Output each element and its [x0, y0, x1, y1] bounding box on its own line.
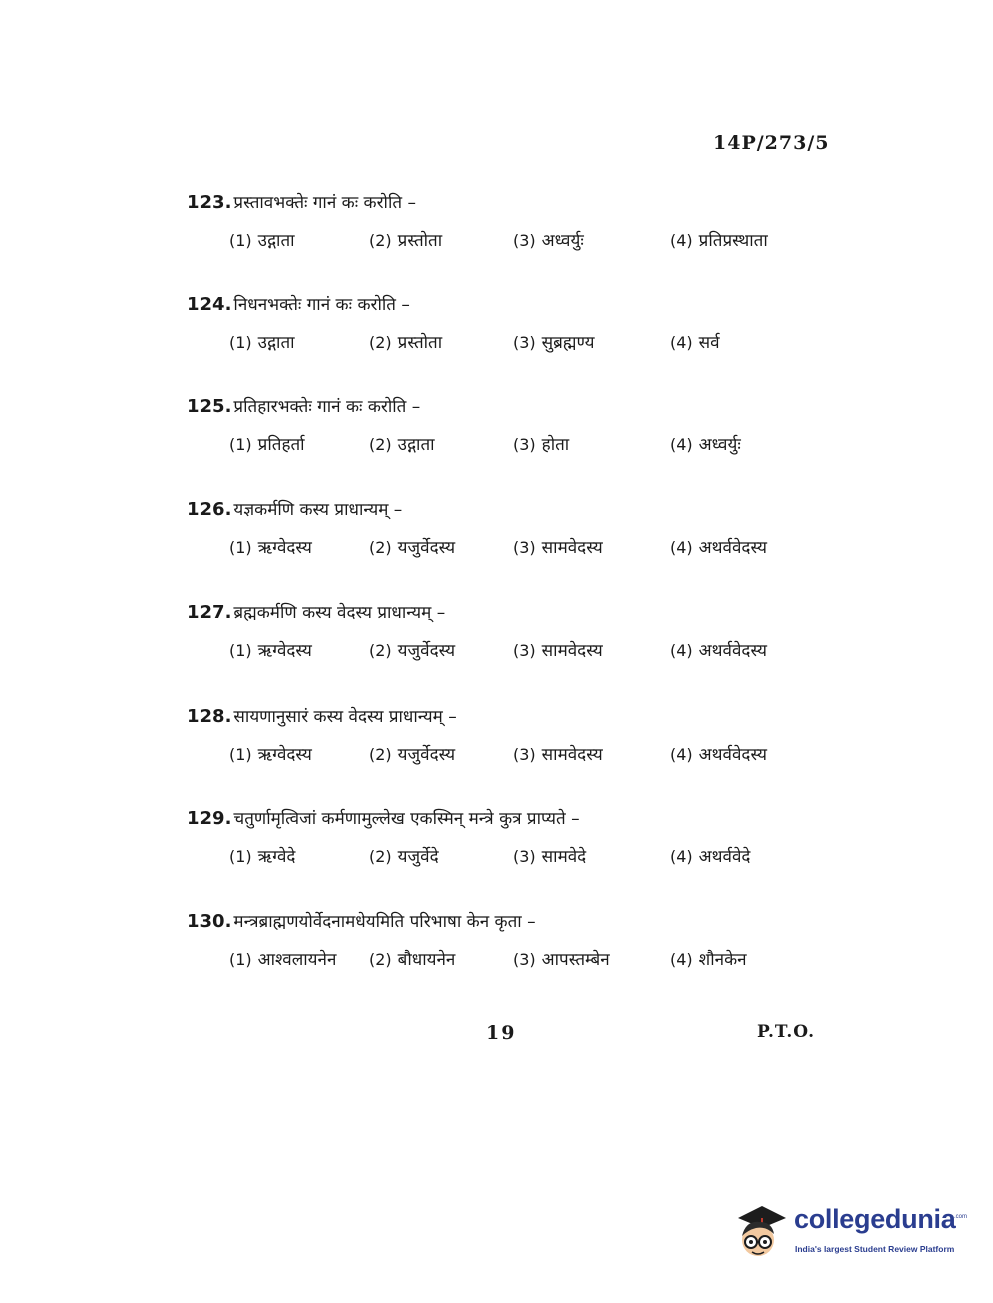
option-number: (4) — [670, 847, 693, 866]
question-number: 127. — [187, 602, 232, 623]
option-text: अध्वर्युः — [698, 435, 741, 455]
option-text: प्रस्तोता — [397, 231, 443, 251]
question-line — [187, 806, 827, 830]
question-line — [187, 704, 827, 728]
question-text: ब्रह्मकर्मणि कस्य वेदस्य प्राधान्यम् – — [233, 603, 446, 623]
option-number: (1) — [229, 333, 252, 352]
option-3 — [513, 742, 603, 765]
option-text: प्रस्तोता — [397, 333, 443, 353]
option-number: (4) — [670, 435, 693, 454]
option-row — [187, 638, 827, 666]
question-124 — [187, 292, 827, 358]
option-row — [187, 330, 827, 358]
option-1 — [229, 844, 295, 867]
brand-tagline: India's largest Student Review Platform — [795, 1244, 955, 1254]
option-text: उद्गाता — [257, 231, 295, 251]
option-4 — [670, 432, 741, 455]
option-number: (1) — [229, 847, 252, 866]
question-number: 129. — [187, 808, 232, 829]
option-number: (1) — [229, 231, 252, 250]
question-number: 123. — [187, 192, 232, 213]
question-text: प्रस्तावभक्तेः गानं कः करोति – — [233, 193, 416, 213]
option-text: यजुर्वेदस्य — [397, 745, 456, 765]
option-text: ऋग्वेदस्य — [257, 538, 312, 558]
option-1 — [229, 535, 312, 558]
question-127 — [187, 600, 827, 666]
question-125 — [187, 394, 827, 460]
option-number: (3) — [513, 847, 536, 866]
question-number: 128. — [187, 706, 232, 727]
question-line — [187, 394, 827, 418]
option-text: सुब्रह्मण्य — [541, 333, 595, 353]
option-text: सामवेदस्य — [541, 745, 603, 765]
option-number: (4) — [670, 333, 693, 352]
option-number: (4) — [670, 231, 693, 250]
question-number: 124. — [187, 294, 232, 315]
page-number: 19 — [486, 1022, 517, 1044]
option-number: (4) — [670, 950, 693, 969]
option-number: (3) — [513, 435, 536, 454]
question-text: प्रतिहारभक्तेः गानं कः करोति – — [233, 397, 421, 417]
option-number: (3) — [513, 745, 536, 764]
option-text: शौनकेन — [698, 950, 747, 970]
option-number: (1) — [229, 745, 252, 764]
option-3 — [513, 535, 603, 558]
option-2 — [369, 742, 455, 765]
option-1 — [229, 638, 312, 661]
option-number: (1) — [229, 641, 252, 660]
question-129 — [187, 806, 827, 872]
option-number: (2) — [369, 745, 392, 764]
option-3 — [513, 228, 584, 251]
option-4 — [670, 742, 767, 765]
option-1 — [229, 742, 312, 765]
option-text: अध्वर्युः — [541, 231, 584, 251]
option-text: ऋग्वेदस्य — [257, 641, 312, 661]
option-text: आश्वलायनेन — [257, 950, 337, 970]
option-4 — [670, 228, 768, 251]
option-1 — [229, 330, 295, 353]
option-number: (2) — [369, 333, 392, 352]
option-text: सामवेदे — [541, 847, 587, 867]
option-number: (4) — [670, 745, 693, 764]
question-text: सायणानुसारं कस्य वेदस्य प्राधान्यम् – — [233, 707, 457, 727]
option-row — [187, 535, 827, 563]
option-number: (1) — [229, 950, 252, 969]
option-row — [187, 228, 827, 256]
option-3 — [513, 638, 603, 661]
option-3 — [513, 947, 610, 970]
option-2 — [369, 535, 455, 558]
option-number: (3) — [513, 333, 536, 352]
option-number: (3) — [513, 641, 536, 660]
question-123 — [187, 190, 827, 256]
option-1 — [229, 432, 305, 455]
question-line — [187, 909, 827, 933]
option-text: प्रतिप्रस्थाता — [698, 231, 768, 251]
question-128 — [187, 704, 827, 770]
question-number: 126. — [187, 499, 232, 520]
option-2 — [369, 432, 435, 455]
option-number: (3) — [513, 950, 536, 969]
option-number: (4) — [670, 538, 693, 557]
option-row — [187, 742, 827, 770]
question-line — [187, 497, 827, 521]
brand-domain: .com — [954, 1214, 968, 1220]
option-text: प्रतिहर्ता — [257, 435, 305, 455]
mascot-icon — [732, 1196, 790, 1264]
option-4 — [670, 947, 747, 970]
option-3 — [513, 330, 594, 353]
option-2 — [369, 228, 442, 251]
option-text: अथर्ववेदस्य — [698, 745, 767, 765]
option-4 — [670, 330, 720, 353]
question-number: 125. — [187, 396, 232, 417]
brand-name: collegedunia — [794, 1204, 956, 1234]
option-text: सर्व — [698, 333, 720, 353]
question-number: 130. — [187, 911, 232, 932]
option-text: अथर्ववेदस्य — [698, 538, 767, 558]
option-2 — [369, 844, 439, 867]
option-row — [187, 947, 827, 975]
collegedunia-logo — [732, 1196, 967, 1268]
option-1 — [229, 947, 336, 970]
question-130 — [187, 909, 827, 975]
question-text: चतुर्णामृत्विजां कर्मणामुल्लेख एकस्मिन् मन्त्रे कुत्र प्राप्यते – — [233, 809, 580, 829]
option-text: अथर्ववेदस्य — [698, 641, 767, 661]
option-number: (2) — [369, 231, 392, 250]
option-4 — [670, 535, 767, 558]
option-row — [187, 432, 827, 460]
paper-code: 14P/273/5 — [713, 132, 830, 154]
option-number: (3) — [513, 538, 536, 557]
option-text: ऋग्वेदे — [257, 847, 296, 867]
question-line — [187, 600, 827, 624]
question-126 — [187, 497, 827, 563]
option-text: यजुर्वेदस्य — [397, 641, 456, 661]
option-text: यजुर्वेदे — [397, 847, 439, 867]
option-text: उद्गाता — [257, 333, 295, 353]
option-text: सामवेदस्य — [541, 538, 603, 558]
option-text: होता — [541, 435, 570, 455]
question-line — [187, 190, 827, 214]
option-number: (3) — [513, 231, 536, 250]
option-number: (1) — [229, 435, 252, 454]
option-2 — [369, 638, 455, 661]
option-row — [187, 844, 827, 872]
option-number: (2) — [369, 950, 392, 969]
question-line — [187, 292, 827, 316]
option-number: (2) — [369, 641, 392, 660]
question-text: यज्ञकर्मणि कस्य प्राधान्यम् – — [233, 500, 403, 520]
question-text: मन्त्रब्राह्मणयोर्वेदनामधेयमिति परिभाषा केन कृता – — [233, 912, 536, 932]
option-number: (2) — [369, 847, 392, 866]
option-2 — [369, 330, 442, 353]
option-text: सामवेदस्य — [541, 641, 603, 661]
option-4 — [670, 844, 750, 867]
option-number: (4) — [670, 641, 693, 660]
option-number: (2) — [369, 435, 392, 454]
option-text: ऋग्वेदस्य — [257, 745, 312, 765]
option-text: अथर्ववेदे — [698, 847, 751, 867]
option-1 — [229, 228, 295, 251]
option-number: (1) — [229, 538, 252, 557]
option-3 — [513, 432, 569, 455]
option-text: आपस्तम्बेन — [541, 950, 610, 970]
option-3 — [513, 844, 586, 867]
option-4 — [670, 638, 767, 661]
option-2 — [369, 947, 455, 970]
option-text: बौधायनेन — [397, 950, 456, 970]
option-number: (2) — [369, 538, 392, 557]
option-text: यजुर्वेदस्य — [397, 538, 456, 558]
option-text: उद्गाता — [397, 435, 435, 455]
pto-label: P.T.O. — [757, 1022, 815, 1042]
question-text: निधनभक्तेः गानं कः करोति – — [233, 295, 410, 315]
